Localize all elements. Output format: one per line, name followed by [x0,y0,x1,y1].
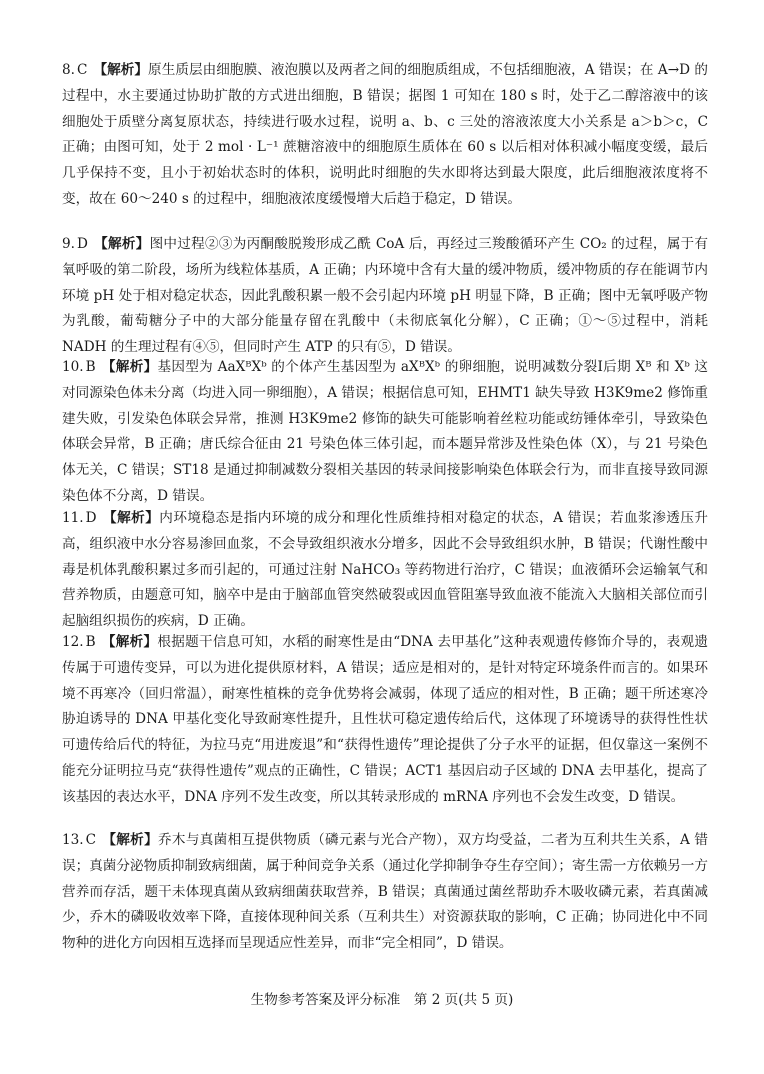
question-number: 9. [62,236,75,252]
answer-letter: B [85,359,96,375]
answer-item-10 [62,355,708,510]
analysis-text: 根据题干信息可知，水稻的耐寒性是由“DNA 去甲基化”这种表观遗传修饰介导的，表观遗传属于可遗传变异，可以为进化提供原材料，A 错误；适应是相对的，是针对特定环境条件而言的。如果环境不再寒冷（回归常温），耐寒性植株的竞争优势将会减弱，体现了适应的相对性，B 正确；题干所述寒冷胁迫诱导的 DNA 甲基化变化导致耐寒性提升，且性状可稳定遗传给后代，这体现了环境诱导的获得性性状可遗传给后代的特征，为拉马克“用进废退”和“获得性遗传”理论提供了分子水平的证据，但仅靠这一案例不能充分证明拉马克“获得性遗传”观点的正确性，C 错误；ACT1 基因启动子区域的 DNA 去甲基化，提高了该基因的表达水平，DNA 序列不发生改变，所以其转录形成的 mRNA 序列也不会发生改变，D 错误。 [62,634,709,805]
analysis-text: 基因型为 AaXᴮXᵇ 的个体产生基因型为 aXᴮXᵇ 的卵细胞，说明减数分裂Ⅰ后期 Xᴮ 和 Xᵇ 这对同源染色体未分离（均进入同一卵细胞），A 错误；根据信息可知，EHMT1 缺失导致 H3K9me2 修饰重建失败，引发染色体联会异常，推测 H3K9me2 修饰的缺失可能影响着丝粒功能或纺锤体牵引，导致染色体联会异常，B 正确；唐氏综合征由 21 号染色体三体引起，而本题异常涉及性染色体（X），与 21 号染色体无关，C 错误；ST18 是通过抑制减数分裂相关基因的转录间接影响染色体联会行为，而非直接导致同源染色体不分离，D 错误。 [62,359,708,504]
analysis-text: 原生质层由细胞膜、液泡膜以及两者之间的细胞质组成，不包括细胞液，A 错误；在 A→D 的过程中，水主要通过协助扩散的方式进出细胞，B 错误；据图 1 可知在 180 s 时，处于乙二醇溶液中的该细胞处于质壁分离复原状态，持续进行吸水过程，说明 a、b、c 三处的溶液浓度大小关系是 a＞b＞c，C 正确；由图可知，处于 2 mol · L⁻¹ 蔗糖溶液中的细胞原生质体在 60 s 以后相对体积减小幅度变缓，最后几乎保持不变，且小于初始状态时的体积，说明此时细胞的失水即将达到最大限度，此后细胞液浓度将不变，故在 60～240 s 的过程中，细胞液浓度缓慢增大后趋于稳定，D 错误。 [62,62,709,207]
answer-item-11 [62,506,708,635]
question-number: 13. [62,832,84,848]
analysis-text: 乔木与真菌相互提供物质（磷元素与光合产物），双方均受益，二者为互利共生关系，A 错误；真菌分泌物质抑制致病细菌，属于种间竞争关系（通过化学抑制争夺生存空间）；寄生需一方依赖另一方营养而存活，题干未体现真菌从致病细菌获取营养，B 错误；真菌通过菌丝帮助乔木吸收磷元素，若真菌减少，乔木的磷吸收效率下降，直接体现种间关系（互利共生）对资源获取的影响，C 正确；协同进化中不同物种的进化方向因相互选择而呈现适应性差异，而非“完全相同”，D 错误。 [62,832,708,952]
analysis-tag: 【解析】 [102,510,160,526]
answer-letter: C [76,62,88,78]
answer-item-8 [62,58,708,213]
answer-item-9 [62,232,708,361]
answer-letter: C [85,832,97,848]
answer-letter: B [85,634,96,650]
answer-letter: D [76,236,88,252]
answer-letter: D [85,510,97,526]
question-number: 10. [62,359,84,375]
question-number: 8. [62,62,75,78]
analysis-tag: 【解析】 [93,62,149,78]
answer-item-13 [62,828,708,957]
analysis-tag: 【解析】 [101,634,158,650]
analysis-text: 内环境稳态是指内环境的成分和理化性质维持相对稳定的状态，A 错误；若血浆渗透压升高，组织液中水分容易渗回血浆，不会导致组织液水分增多，因此不会导致组织水肿，B 错误；代谢性酸中毒是机体乳酸积累过多而引起的，可通过注射 NaHCO₃ 等药物进行治疗，C 错误；血液循环会运输氧气和营养物质，由题意可知，脑卒中是由于脑部血管突然破裂或因血管阻塞导致血液不能流入大脑相关部位而引起脑组织损伤的疾病，D 正确。 [62,510,708,630]
page-footer: 生物参考答案及评分标准 第 2 页(共 5 页) [250,992,514,1008]
analysis-text: 图中过程②③为丙酮酸脱羧形成乙酰 CoA 后，再经过三羧酸循环产生 CO₂ 的过程，属于有氧呼吸的第二阶段，场所为线粒体基质，A 正确；内环境中含有大量的缓冲物质，缓冲物质的存在能调节内环境 pH 处于相对稳定状态，因此乳酸积累一般不会引起内环境 pH 明显下降，B 正确；图中无氧呼吸产物为乳酸，葡萄糖分子中的大部分能量存留在乳酸中（未彻底氧化分解），C 正确；①～⑤过程中，消耗 NADH 的生理过程有④⑤，但同时产生 ATP 的只有⑤，D 错误。 [62,236,708,356]
question-number: 12. [62,634,84,650]
analysis-tag: 【解析】 [93,236,150,252]
answer-item-12 [62,630,708,811]
question-number: 11. [62,510,84,526]
analysis-tag: 【解析】 [102,832,159,848]
analysis-tag: 【解析】 [101,359,158,375]
